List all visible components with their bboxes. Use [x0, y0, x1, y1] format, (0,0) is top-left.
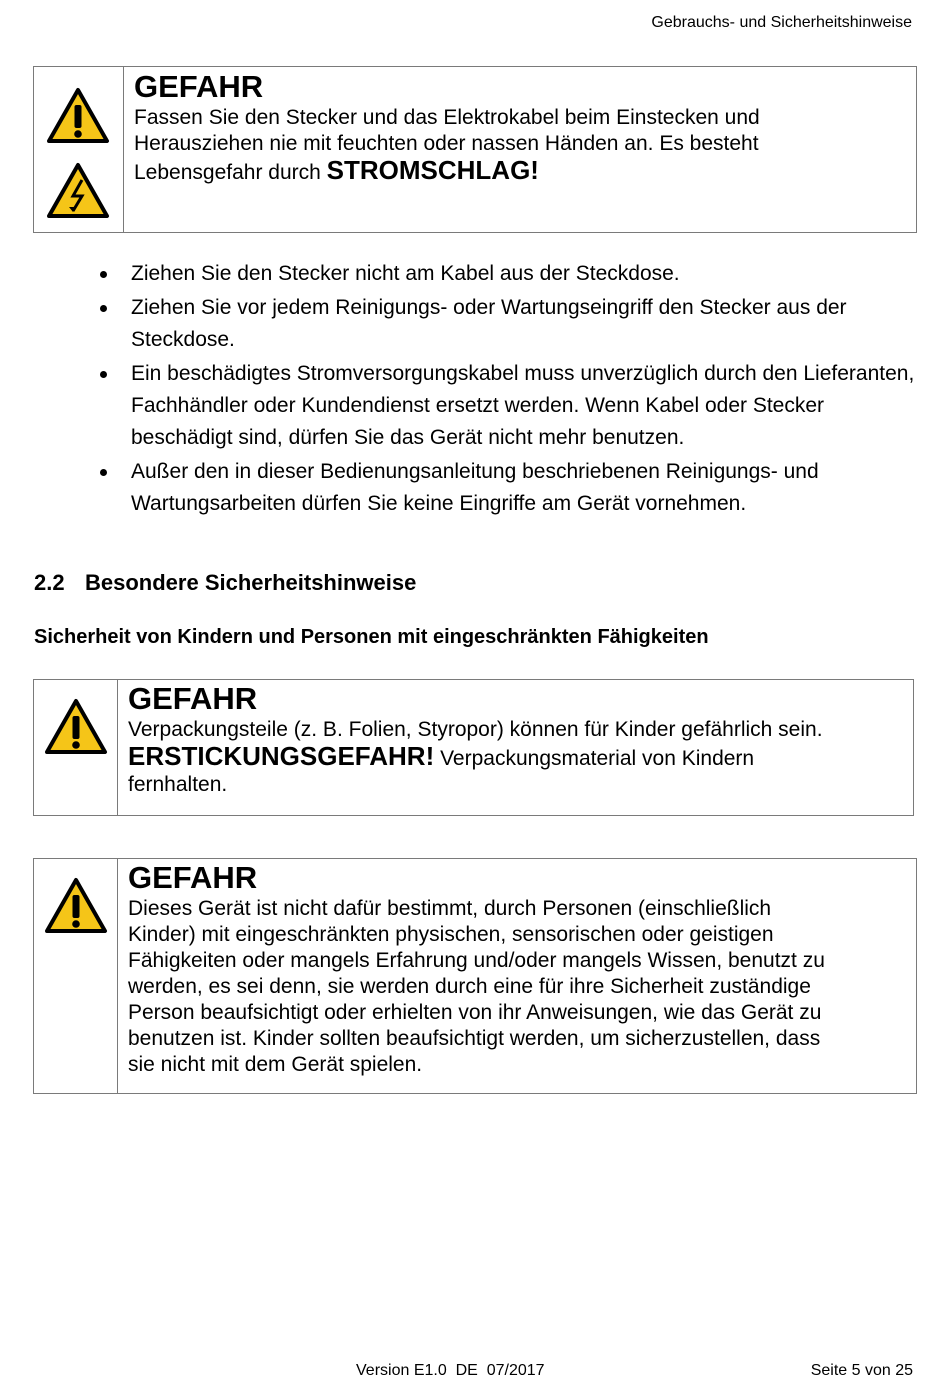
- warning-exclamation-icon: [46, 87, 110, 145]
- page-header-title: Gebrauchs- und Sicherheitshinweise: [651, 14, 912, 31]
- warning-exclamation-icon: [44, 698, 108, 756]
- electric-shock-icon: [46, 162, 110, 220]
- list-item: [98, 456, 918, 520]
- warning-line-text: Verpackungsmaterial von Kindern: [434, 747, 755, 770]
- warning-title: GEFAHR: [134, 69, 264, 104]
- warning-icons-column: [34, 67, 124, 232]
- section-number: 2.2: [34, 570, 65, 595]
- warning-line: [134, 157, 908, 186]
- warning-line-text: Lebensgefahr durch: [134, 161, 327, 184]
- warning-line: Kinder) mit eingeschränkten physischen, sensorischen oder geistigen: [128, 923, 774, 946]
- list-item-text: Ein beschädigtes Stromversorgungskabel muss unverzüglich durch den Lieferanten, Fachhändler oder Kundendienst ersetzt werden. Wenn Kabel oder Stecker beschädigt sind, dürfen Sie das Gerät nicht mehr benutzen.: [131, 362, 915, 449]
- list-item-text: Ziehen Sie den Stecker nicht am Kabel aus der Steckdose.: [131, 262, 680, 285]
- list-item: [98, 292, 918, 356]
- warning-line: benutzen ist. Kinder sollten beaufsichtigt werden, um sicherzustellen, dass: [128, 1027, 821, 1050]
- footer-page-number: Seite 5 von 25: [810, 1362, 913, 1379]
- list-item-text: Ziehen Sie vor jedem Reinigungs- oder Wartungseingriff den Stecker aus der Steckdose.: [131, 296, 847, 351]
- warning-line: fernhalten.: [128, 773, 228, 796]
- warning-line: Person beaufsichtigt oder erhielten von ihr Anweisungen, wie das Gerät zu: [128, 1001, 822, 1024]
- warning-title: GEFAHR: [128, 681, 258, 716]
- list-item: [98, 358, 918, 454]
- warning-box-electric: [33, 66, 917, 233]
- warning-text: [118, 859, 916, 1093]
- warning-line: Verpackungsteile (z. B. Folien, Styropor) können für Kinder gefährlich sein.: [128, 718, 823, 741]
- warning-line: Fassen Sie den Stecker und das Elektrokabel beim Einstecken und: [134, 106, 760, 129]
- bullet-dot: [100, 371, 107, 378]
- warning-line: werden, es sei denn, sie werden durch eine für ihre Sicherheit zuständige: [128, 975, 811, 998]
- warning-line: [128, 743, 905, 772]
- warning-line: Dieses Gerät ist nicht dafür bestimmt, durch Personen (einschließlich: [128, 897, 772, 920]
- warning-exclamation-icon: [44, 877, 108, 935]
- bullet-dot: [100, 271, 107, 278]
- list-item-text: Außer den in dieser Bedienungsanleitung beschriebenen Reinigungs- und Wartungsarbeiten dürfen Sie keine Eingriffe am Gerät vornehmen.: [131, 460, 819, 515]
- warning-box-suffocation: [33, 679, 914, 816]
- warning-text: [118, 680, 913, 815]
- warning-icons-column: [34, 859, 118, 1093]
- warning-box-limited-abilities: [33, 858, 917, 1094]
- warning-icons-column: [34, 680, 118, 815]
- bullet-dot: [100, 305, 107, 312]
- warning-line: Herausziehen nie mit feuchten oder nassen Händen an. Es besteht: [134, 132, 759, 155]
- footer-version: Version E1.0 DE 07/2017: [356, 1362, 545, 1379]
- warning-title: GEFAHR: [128, 860, 258, 895]
- warning-text: [124, 67, 916, 232]
- warning-emphasis: STROMSCHLAG!: [326, 155, 539, 185]
- safety-bullet-list: [98, 258, 918, 522]
- list-item: [98, 258, 918, 290]
- bullet-dot: [100, 469, 107, 476]
- section-title: Besondere Sicherheitshinweise: [85, 570, 417, 595]
- warning-emphasis: ERSTICKUNGSGEFAHR!: [128, 741, 435, 771]
- subheading: Sicherheit von Kindern und Personen mit eingeschränkten Fähigkeiten: [34, 626, 709, 648]
- warning-line: sie nicht mit dem Gerät spielen.: [128, 1053, 423, 1076]
- warning-line: Fähigkeiten oder mangels Erfahrung und/oder mangels Wissen, benutzt zu: [128, 949, 825, 972]
- section-heading: [34, 570, 416, 596]
